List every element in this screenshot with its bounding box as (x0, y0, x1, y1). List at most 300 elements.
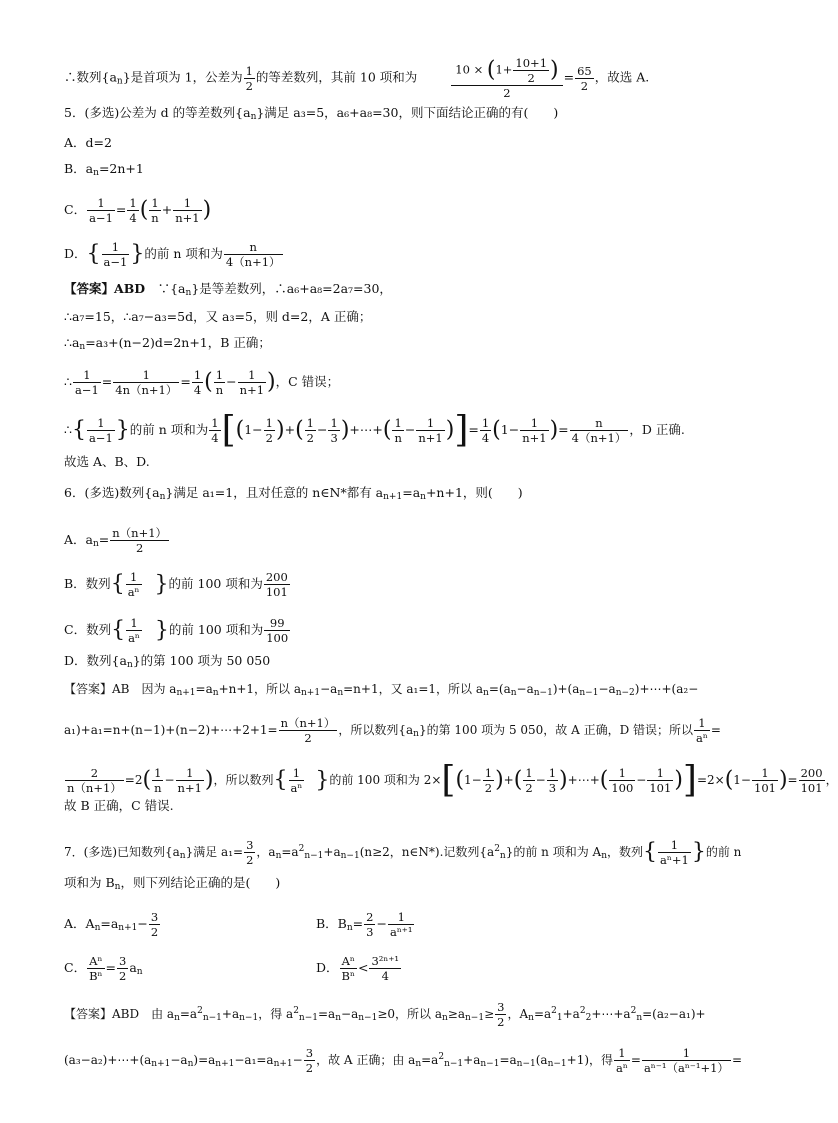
text: = (101, 374, 113, 389)
numerator: 1 (416, 416, 444, 431)
text: ，所以数列{a (338, 723, 414, 737)
text: 的前 100 项和为 (168, 622, 264, 637)
bracket: ] (682, 759, 697, 801)
text: }是首项为 1，公差为 (122, 69, 243, 85)
text: = (563, 69, 575, 85)
subscript: n−2 (615, 688, 635, 698)
denominator: aⁿ (128, 631, 140, 645)
paren: ( (382, 417, 392, 443)
text: =a (533, 1007, 552, 1021)
denominator: aⁿ (616, 1061, 628, 1075)
text: ，C 错误； (275, 374, 340, 389)
fraction (658, 838, 691, 867)
subscript: n (212, 688, 219, 698)
denominator: n+1 (175, 211, 200, 225)
fraction (244, 838, 255, 867)
a6-line-1 (64, 680, 758, 702)
fraction (264, 616, 290, 645)
denominator: 3 (366, 925, 374, 939)
fraction (369, 954, 401, 983)
text: 1− (500, 422, 520, 437)
denominator: 4 (129, 211, 137, 225)
q7-stem-2 (64, 874, 758, 896)
fraction (799, 766, 825, 795)
denominator: 3 (330, 431, 338, 445)
fraction (152, 766, 163, 795)
text: −a (341, 1007, 359, 1021)
fraction-half (244, 64, 255, 93)
q7-option-c (64, 954, 143, 983)
text: ∴a₇=15，∴a₇−a₃=5d，又 a₃=5，则 d=2，A 正确； (64, 309, 372, 324)
text: 10 × (455, 62, 487, 77)
fraction (483, 766, 494, 795)
fraction (126, 570, 142, 599)
fraction (305, 416, 316, 445)
text: − (317, 422, 328, 437)
brace: } (154, 571, 169, 597)
subscript: n−1 (202, 1013, 222, 1023)
text: − (137, 916, 148, 931)
q7-option-b (316, 910, 415, 939)
text: }满足 a₁=1，且对任意的 n∈N*都有 a (165, 485, 384, 500)
subscript: n−1 (547, 1059, 567, 1069)
subscript: n−1 (298, 1013, 318, 1023)
denominator: n（n+1） (67, 781, 122, 795)
text: + (161, 202, 173, 217)
subscript: n (174, 1013, 180, 1023)
text: = (115, 202, 127, 217)
text: = (710, 723, 721, 737)
denominator: aⁿ (290, 781, 303, 795)
superscript: 2 (298, 844, 305, 854)
text: }的第 100 项为 50 050 (132, 653, 271, 668)
text: A．A (64, 916, 95, 931)
denominator: 4 (193, 383, 202, 397)
fraction (570, 416, 629, 445)
text: =a (281, 845, 299, 859)
numerator: 3 (497, 1000, 505, 1014)
subscript: n−1 (239, 1013, 259, 1023)
brace: } (315, 767, 330, 793)
superscript: 2 (579, 1006, 586, 1016)
text: ≥ (484, 1007, 495, 1021)
subscript: n−1 (516, 1059, 536, 1069)
fraction (87, 416, 115, 445)
denominator: aⁿ⁻¹（aⁿ⁻¹+1） (643, 1061, 729, 1075)
numerator: n (570, 416, 629, 431)
text: B．数列 (64, 576, 111, 591)
numerator: 2 (65, 766, 124, 781)
fraction (149, 910, 160, 939)
paren: ( (142, 767, 152, 793)
text: 7．(多选)已知数列{a (64, 845, 180, 859)
text: ≥a (447, 1007, 465, 1021)
text: 1− (464, 773, 482, 787)
denominator: aⁿ⁺¹ (389, 925, 413, 939)
fraction-result (575, 64, 594, 93)
text: =a (402, 485, 421, 500)
text: 的等差数列，其前 10 项和为 (255, 69, 418, 85)
text: B．a (64, 161, 94, 176)
fraction (388, 910, 415, 939)
denominator: n+1 (177, 781, 202, 795)
brace: { (71, 417, 86, 443)
denominator: 4 (381, 969, 389, 983)
text: ，A (507, 1007, 529, 1021)
q5-option-d (64, 240, 758, 269)
numerator: 1 (214, 368, 225, 383)
q7-option-a (64, 910, 161, 939)
text: =a (499, 1053, 517, 1067)
denominator: a−1 (88, 431, 113, 445)
numerator: Aⁿ (87, 954, 104, 969)
fraction (65, 766, 124, 795)
paren: ) (550, 57, 559, 83)
inner-fraction (513, 56, 549, 85)
text: D．数列{a (64, 653, 127, 668)
denominator: 2 (580, 78, 589, 93)
paren: ) (549, 417, 559, 443)
text: =2 (124, 773, 143, 787)
numerator (451, 56, 562, 86)
paren: ) (202, 197, 212, 223)
subscript: n (114, 882, 121, 892)
text: 【答案】ABD 由 a (64, 1007, 175, 1021)
a5-line-2 (64, 308, 758, 326)
a6-line-4 (64, 797, 758, 815)
numerator: 1 (245, 63, 253, 78)
fraction (87, 196, 115, 225)
subscript: n+1 (215, 1059, 235, 1069)
subscript: n (441, 1013, 448, 1023)
subscript: n (250, 112, 257, 122)
text: ，则下列结论正确的是( ) (120, 875, 281, 890)
fraction (192, 368, 203, 397)
fraction (238, 368, 266, 397)
text: C． (64, 202, 87, 217)
text: = (105, 960, 116, 975)
text: +a (562, 1007, 580, 1021)
subscript: n+1 (301, 688, 321, 698)
paren: ( (204, 369, 213, 395)
numerator: 1 (647, 766, 673, 781)
numerator: 1 (306, 416, 314, 430)
fraction (176, 766, 204, 795)
subscript: n (187, 1059, 194, 1069)
denominator: 2 (246, 853, 254, 867)
fraction (149, 196, 160, 225)
numerator: 1 (609, 766, 635, 781)
superscript: 2 (438, 1052, 445, 1062)
text: = (352, 916, 364, 931)
fraction (547, 766, 558, 795)
text: }满足 a₁= (185, 845, 244, 859)
text: ，故 A 正确；由 a (316, 1053, 416, 1067)
numerator: 1 (614, 1046, 630, 1061)
text: +⋯+ (349, 422, 383, 437)
q4-conclusion-line (64, 56, 758, 100)
brace: } (130, 241, 145, 267)
text: +a (221, 1007, 240, 1021)
text: D． (64, 246, 87, 261)
text: (a (535, 1053, 548, 1067)
subscript: n (126, 660, 133, 670)
numerator: 1 (113, 368, 179, 383)
subscript: n (335, 1013, 342, 1023)
fraction (113, 368, 179, 397)
a5-line-4 (64, 368, 758, 397)
text: = (98, 532, 110, 547)
brace: } (115, 417, 130, 443)
text: =a (195, 682, 213, 696)
subscript: n (92, 539, 99, 549)
numerator: 1 (481, 416, 490, 430)
text: 5．(多选)公差为 d 的等差数列{a (64, 105, 251, 120)
numerator: 1 (149, 196, 160, 211)
text: − (636, 773, 647, 787)
paren: ( (513, 767, 523, 793)
subscript: n−1 (480, 1059, 500, 1069)
numerator: 1 (152, 766, 163, 781)
paren: ) (204, 767, 214, 793)
denominator: 2 (306, 431, 314, 445)
denominator: aⁿ+1 (660, 853, 689, 867)
brace: } (154, 617, 169, 643)
fraction (609, 766, 635, 795)
paren: ) (778, 767, 788, 793)
text: 的前 100 项和为 2× (329, 773, 442, 787)
superscript: 2 (630, 1006, 637, 1016)
denominator: 2 (497, 1015, 505, 1029)
text: −a (516, 682, 534, 696)
text: − (164, 773, 175, 787)
text: C． (64, 960, 87, 975)
subscript: n−1 (340, 851, 360, 861)
numerator: 1 (289, 766, 305, 781)
text: = (468, 422, 479, 437)
fraction (289, 766, 305, 795)
denominator: n+1 (418, 431, 443, 445)
subscript: n (499, 851, 506, 861)
subscript: n (415, 1059, 422, 1069)
subscript: n (346, 923, 353, 933)
fraction (642, 1046, 731, 1075)
fraction (520, 416, 548, 445)
text: (n≥2，n∈N*).记数列{a (359, 845, 495, 859)
a6-line-3 (64, 759, 838, 801)
subscript: n−1 (444, 1059, 464, 1069)
text: + (284, 422, 296, 437)
text: +1)，得 (566, 1053, 614, 1067)
text: ，a (256, 845, 276, 859)
q6-option-b (64, 570, 758, 599)
text: =2× (696, 773, 725, 787)
numerator: 1 (102, 240, 130, 255)
denominator: 2 (150, 925, 159, 939)
fraction (224, 240, 283, 269)
fraction (495, 1000, 506, 1029)
numerator: 99 (264, 616, 290, 631)
text: ，故选 A. (594, 69, 650, 85)
bracket: ] (454, 409, 469, 451)
denominator: 100 (611, 781, 634, 795)
subscript: n−1 (579, 688, 599, 698)
subscript: n (94, 923, 101, 933)
text: < (357, 960, 369, 975)
subscript: n+1 (383, 492, 403, 502)
numerator: 1 (126, 570, 142, 585)
q5-option-a (64, 134, 758, 152)
text: 的前 n 项和为 (129, 422, 209, 437)
subscript: n (136, 967, 143, 977)
denominator: 4（n+1） (225, 255, 281, 269)
subscript: n (510, 688, 517, 698)
text: (a₃−a₂)+⋯+(a (64, 1053, 152, 1067)
text: 1+ (495, 62, 513, 77)
paren: ) (276, 417, 285, 443)
denominator: Bⁿ (89, 969, 103, 983)
text: )+(a (552, 682, 580, 696)
denominator: 101 (649, 781, 672, 795)
denominator: n+1 (239, 383, 265, 397)
numerator: 1 (525, 766, 533, 780)
text: − (226, 374, 237, 389)
numerator: 2 (366, 910, 374, 924)
numerator: 1 (392, 416, 403, 431)
fraction (264, 416, 275, 445)
text: a (129, 960, 137, 975)
answer-tag: 【答案】ABD (64, 281, 146, 296)
numerator: 1 (211, 416, 219, 430)
text: =a (421, 1053, 439, 1067)
text: C．数列 (64, 622, 112, 637)
fraction (126, 616, 142, 645)
fraction (264, 570, 290, 599)
fraction-sum (451, 56, 562, 100)
text: 【答案】AB 因为 a (64, 682, 177, 696)
text: 的前 n 项和为 (144, 246, 223, 261)
fraction (416, 416, 444, 445)
subscript: n (483, 688, 489, 698)
text: +⋯+ (567, 773, 600, 787)
brace: { (643, 839, 658, 865)
subscript: n (601, 851, 607, 861)
denominator: n (394, 431, 402, 445)
paren: ( (455, 767, 465, 793)
numerator: 1 (87, 196, 115, 211)
superscript: 2 (494, 844, 500, 854)
fraction (173, 196, 201, 225)
q5-stem (64, 104, 758, 126)
paren: ) (674, 767, 683, 793)
fraction (328, 416, 339, 445)
subscript: n+1 (118, 923, 138, 933)
fraction (523, 766, 534, 795)
fraction (214, 368, 225, 397)
denominator: a−1 (103, 255, 128, 269)
subscript: n−1 (358, 1013, 378, 1023)
text: − (535, 773, 546, 787)
text: =a (179, 1007, 198, 1021)
q6-option-a (64, 526, 758, 555)
numerator: 1 (87, 416, 115, 431)
subscript: n−1 (304, 851, 324, 861)
paren: ) (267, 369, 276, 395)
a5-line-6 (64, 453, 758, 471)
denominator: n (154, 781, 162, 795)
a6-line-2 (64, 716, 758, 745)
denominator: Bⁿ (341, 969, 355, 983)
fraction (752, 766, 778, 795)
fraction (117, 954, 128, 983)
fraction (110, 526, 169, 555)
denominator: 100 (266, 631, 289, 645)
fraction (364, 910, 375, 939)
subscript: n+1 (151, 1059, 171, 1069)
denominator: 2 (525, 781, 533, 795)
denominator: 2 (484, 781, 493, 795)
bracket: [ (221, 409, 236, 451)
text: ，得 a (258, 1007, 294, 1021)
subscript: n (116, 76, 123, 87)
text: +a (463, 1053, 481, 1067)
subscript: n (636, 1013, 643, 1023)
q7-stem (64, 838, 758, 867)
numerator: 200 (265, 570, 288, 584)
text: 的前 100 项和为 (168, 576, 263, 591)
superscript: 2 (197, 1006, 203, 1016)
a7-line-2 (64, 1046, 758, 1075)
q5-option-b (64, 160, 758, 182)
text: a₁)+a₁=n+(n−1)+(n−2)+⋯+2+1= (64, 723, 278, 737)
paren: ) (495, 767, 504, 793)
text: ∵{a (145, 281, 186, 296)
text: =2n+1 (98, 161, 144, 176)
numerator: 1 (176, 766, 204, 781)
text: +⋯+a (591, 1007, 631, 1021)
denominator: 2 (135, 541, 144, 555)
q6-option-d (64, 652, 758, 674)
text: ∴ (64, 374, 72, 389)
fraction (614, 1046, 630, 1075)
text: +a (323, 845, 341, 859)
fraction (73, 368, 101, 397)
fraction (87, 954, 104, 983)
subscript: n (79, 342, 86, 352)
brace: { (273, 767, 288, 793)
text: = (558, 422, 569, 437)
q7-option-d (316, 954, 402, 983)
text: − (404, 422, 416, 437)
subscript: n (528, 1013, 534, 1023)
paren: ) (559, 767, 568, 793)
denominator: a−1 (89, 211, 113, 225)
paren: ) (445, 417, 455, 443)
denominator: 2 (527, 71, 535, 85)
brace: { (111, 617, 126, 643)
text: = (731, 1053, 742, 1067)
subscript: n+1 (176, 688, 196, 698)
denominator: n+1 (522, 431, 547, 445)
text: ，数列 (607, 845, 644, 859)
text: 故选 A、B、D. (64, 454, 150, 469)
numerator: n (224, 240, 283, 255)
brace: } (691, 839, 706, 865)
text: − (376, 916, 387, 931)
text: ∴ (64, 422, 72, 437)
denominator: a−1 (74, 383, 99, 397)
superscript: 2 (293, 1006, 299, 1016)
